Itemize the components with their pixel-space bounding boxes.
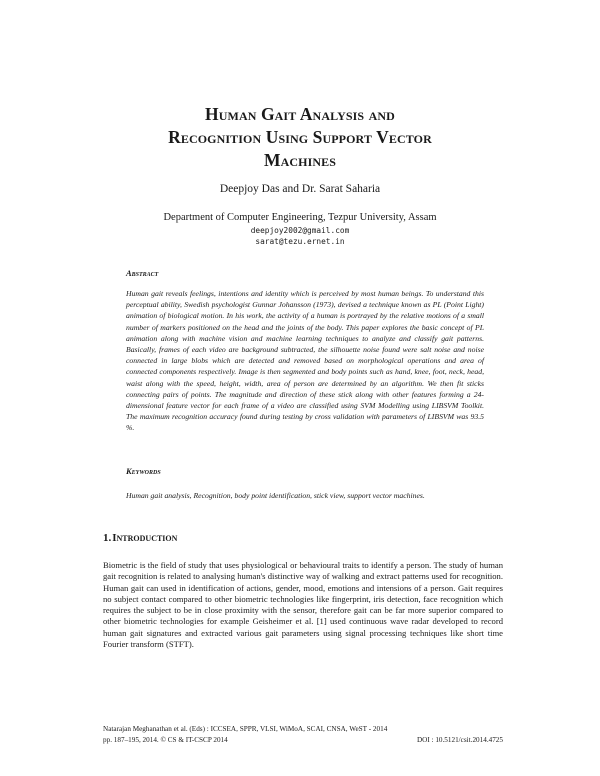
introduction-text: Biometric is the field of study that uses physiological or behavioural traits to identify a person. The study of human gait recognition is related to analysing human's distinctive way of walking and extract patterns used for recognition. Human gait can used in identification of actions, gender, mood, emotions and intensions of a person. Gait requires no subject contact compared to other biometric technologies like fingerprint, iris detection, face recognition which requires the subject to be in close proximity with the sensor, therefore gait can be far more superior compared to other biometric technologies for example Geisheimer et al. [1] used continuous wave radar developed to record human gait signatures and extracted various gait parameters using signal processing techniques like short time Fourier transform (STFT). bbox=[103, 560, 503, 650]
introduction-heading bbox=[103, 532, 177, 544]
email-2: sarat@tezu.ernet.in bbox=[255, 237, 345, 246]
footer-citation bbox=[103, 736, 503, 744]
section-number: 1. bbox=[103, 532, 112, 544]
footer-proceedings: Natarajan Meghanathan et al. (Eds) : ICCSEA, SPPR, VLSI, WiMoA, SCAI, CNSA, WeST - 2014 bbox=[103, 725, 388, 733]
title-line-3: Machines bbox=[264, 150, 336, 170]
title-line-2: Recognition Using Support Vector bbox=[168, 127, 432, 147]
email-1: deepjoy2002@gmail.com bbox=[250, 226, 350, 235]
abstract-heading: Abstract bbox=[126, 268, 159, 278]
authors: Deepjoy Das and Dr. Sarat Saharia bbox=[219, 183, 381, 195]
section-title: Introduction bbox=[112, 532, 178, 544]
keywords-heading: Keywords bbox=[126, 466, 161, 476]
abstract-text: Human gait reveals feelings, intentions and identity which is perceived by most human beings. To understand this perceptual ability, Swedish psychologist Gunnar Johansson (1973), devised a technique known as PL (Point Light) animation of biological motion. In his work, the activity of a human is portrayed by the relative motions of a small number of markers positioned on the head and the joints of the body. This paper explores the basic concept of PL animation along with machine vision and machine learning techniques to analyze and classify gait patterns. Basically, frames of each video are background subtracted, the silhouette noise found were salt noise and noise connected in large blobs which are detected and removed based on morphological operations and area of connected components respectively. Image is then segmented and body points such as hand, knee, foot, neck, head, waist along with the speed, height, width, area of person are determined by an algorithm. We then fit sticks connecting pairs of points. The magnitude and direction of these stick along with other features forming a 24-dimensional feature vector for each frame of a video are classified using SVM Modelling using LIBSVM Toolkit. The maximum recognition accuracy found during testing by cross validation with parameters of LIBSVM was 93.5 %. bbox=[126, 289, 484, 433]
title-line-1: Human Gait Analysis and bbox=[205, 104, 395, 124]
affiliation: Department of Computer Engineering, Tezpur University, Assam bbox=[163, 212, 437, 223]
footer-doi: DOI : 10.5121/csit.2014.4725 bbox=[416, 736, 503, 744]
keywords-text: Human gait analysis, Recognition, body point identification, stick view, support vector machines. bbox=[126, 491, 425, 500]
paper-title bbox=[60, 103, 540, 172]
footer-pages: pp. 187–195, 2014. © CS & IT-CSCP 2014 bbox=[103, 736, 228, 744]
